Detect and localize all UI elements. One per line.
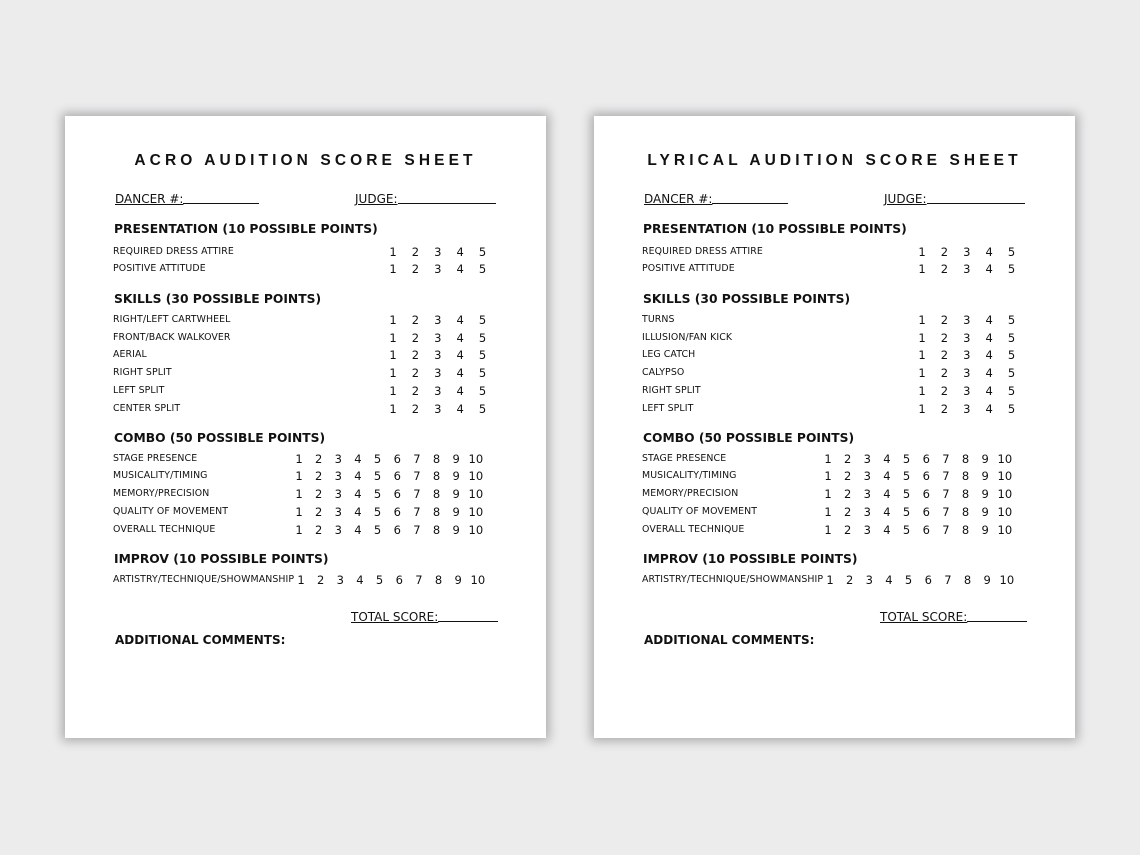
rating-option[interactable]: 3 xyxy=(963,331,971,345)
total-score-field[interactable] xyxy=(880,610,1027,624)
section-heading-skills: SKILLS (30 POSSIBLE POINTS) xyxy=(114,292,322,306)
rating-option[interactable]: 10 xyxy=(999,573,1015,587)
rating-option[interactable]: 1 xyxy=(918,348,926,362)
criterion-label: POSITIVE ATTITUDE xyxy=(642,263,735,274)
rating-option[interactable]: 9 xyxy=(452,487,460,501)
criterion-label: QUALITY OF MOVEMENT xyxy=(113,506,229,517)
criterion-label: CALYPSO xyxy=(642,367,685,378)
rating-option[interactable]: 3 xyxy=(334,523,342,537)
section-heading-improv: IMPROV (10 POSSIBLE POINTS) xyxy=(114,552,329,566)
score-row-left-split xyxy=(642,402,1042,416)
criterion-label: MEMORY/PRECISION xyxy=(113,488,210,499)
rating-option[interactable]: 3 xyxy=(434,313,442,327)
rating-option[interactable]: 4 xyxy=(354,505,362,519)
rating-option[interactable]: 9 xyxy=(454,573,462,587)
dancer-number-field[interactable] xyxy=(644,192,788,206)
rating-option[interactable]: 1 xyxy=(918,402,926,416)
rating-option[interactable]: 4 xyxy=(456,313,464,327)
rating-option[interactable]: 4 xyxy=(985,262,993,276)
rating-option[interactable]: 1 xyxy=(824,505,832,519)
rating-option[interactable]: 5 xyxy=(478,331,487,345)
criterion-label: MUSICALITY/TIMING xyxy=(113,470,208,481)
total-score-label: TOTAL SCORE: xyxy=(880,610,968,624)
rating-option[interactable]: 7 xyxy=(942,505,950,519)
total-score-blank[interactable] xyxy=(967,621,1027,622)
rating-option[interactable]: 2 xyxy=(940,331,949,345)
score-row-quality-of-movement xyxy=(642,505,1042,519)
section-heading-combo: COMBO (50 POSSIBLE POINTS) xyxy=(114,431,326,445)
rating-option[interactable]: 2 xyxy=(845,573,854,587)
judge-field[interactable] xyxy=(355,192,496,206)
score-row-aerial xyxy=(113,348,513,362)
section-heading-presentation: PRESENTATION (10 POSSIBLE POINTS) xyxy=(114,222,378,236)
score-row-center-split xyxy=(113,402,513,416)
dancer-number-label: DANCER #: xyxy=(115,192,184,206)
section-heading-presentation: PRESENTATION (10 POSSIBLE POINTS) xyxy=(643,222,907,236)
rating-option[interactable]: 4 xyxy=(883,452,891,466)
score-row-musicality-timing xyxy=(642,469,1042,483)
rating-option[interactable]: 7 xyxy=(942,487,950,501)
rating-option[interactable]: 8 xyxy=(432,523,441,537)
judge-blank[interactable] xyxy=(927,203,1025,204)
rating-option[interactable]: 7 xyxy=(413,523,421,537)
rating-option[interactable]: 2 xyxy=(411,348,420,362)
rating-option[interactable]: 8 xyxy=(432,487,441,501)
score-row-turns xyxy=(642,313,1042,327)
criterion-label: AERIAL xyxy=(113,349,147,360)
rating-option[interactable]: 1 xyxy=(824,523,832,537)
rating-option[interactable]: 3 xyxy=(863,487,871,501)
rating-option[interactable]: 1 xyxy=(826,573,834,587)
score-row-calypso xyxy=(642,366,1042,380)
rating-option[interactable]: 1 xyxy=(389,331,397,345)
rating-option[interactable]: 10 xyxy=(997,487,1013,501)
rating-option[interactable]: 1 xyxy=(824,487,832,501)
rating-option[interactable]: 8 xyxy=(961,487,970,501)
score-row-memory-precision xyxy=(113,487,513,501)
rating-option[interactable]: 2 xyxy=(843,469,852,483)
rating-option[interactable]: 1 xyxy=(389,245,397,259)
rating-option[interactable]: 6 xyxy=(393,523,401,537)
rating-option[interactable]: 6 xyxy=(922,452,930,466)
criterion-label: MUSICALITY/TIMING xyxy=(642,470,737,481)
rating-option[interactable]: 7 xyxy=(944,573,952,587)
rating-option[interactable]: 5 xyxy=(902,505,911,519)
score-row-overall-technique xyxy=(642,523,1042,537)
rating-option[interactable]: 4 xyxy=(985,402,993,416)
rating-option[interactable]: 4 xyxy=(985,331,993,345)
rating-option[interactable]: 10 xyxy=(468,487,484,501)
criterion-label: OVERALL TECHNIQUE xyxy=(113,524,216,535)
rating-option[interactable]: 3 xyxy=(863,469,871,483)
rating-option[interactable]: 8 xyxy=(432,452,441,466)
score-row-artistry-technique-showmanship xyxy=(642,573,1042,587)
rating-option[interactable]: 9 xyxy=(981,452,989,466)
judge-label: JUDGE: xyxy=(884,192,927,206)
rating-option[interactable]: 4 xyxy=(354,487,362,501)
rating-option[interactable]: 1 xyxy=(824,469,832,483)
rating-option[interactable]: 4 xyxy=(883,505,891,519)
rating-option[interactable]: 4 xyxy=(456,245,464,259)
rating-option[interactable]: 3 xyxy=(863,452,871,466)
rating-option[interactable]: 2 xyxy=(411,366,420,380)
criterion-label: LEFT SPLIT xyxy=(642,403,694,414)
rating-option[interactable]: 1 xyxy=(295,487,303,501)
total-score-blank[interactable] xyxy=(438,621,498,622)
rating-option[interactable]: 7 xyxy=(942,452,950,466)
rating-option[interactable]: 5 xyxy=(373,505,382,519)
criterion-label: CENTER SPLIT xyxy=(113,403,181,414)
dancer-number-blank[interactable] xyxy=(712,203,788,204)
rating-option[interactable]: 9 xyxy=(981,523,989,537)
additional-comments-label: ADDITIONAL COMMENTS: xyxy=(644,633,815,647)
rating-option[interactable]: 1 xyxy=(918,262,926,276)
rating-option[interactable]: 9 xyxy=(452,452,460,466)
rating-option[interactable]: 1 xyxy=(295,505,303,519)
judge-label: JUDGE: xyxy=(355,192,398,206)
criterion-label: REQUIRED DRESS ATTIRE xyxy=(642,246,763,257)
criterion-label: POSITIVE ATTITUDE xyxy=(113,263,206,274)
rating-option[interactable]: 6 xyxy=(922,505,930,519)
score-row-positive-attitude xyxy=(642,262,1042,276)
rating-option[interactable]: 6 xyxy=(924,573,932,587)
rating-option[interactable]: 8 xyxy=(432,505,441,519)
criterion-label: ILLUSION/FAN KICK xyxy=(642,332,733,343)
criterion-label: FRONT/BACK WALKOVER xyxy=(113,332,231,343)
rating-option[interactable]: 4 xyxy=(356,573,364,587)
criterion-label: STAGE PRESENCE xyxy=(642,453,727,464)
rating-option[interactable]: 2 xyxy=(314,487,323,501)
rating-option[interactable]: 3 xyxy=(434,245,442,259)
rating-option[interactable]: 5 xyxy=(1007,366,1016,380)
criterion-label: RIGHT SPLIT xyxy=(113,367,172,378)
rating-option[interactable]: 5 xyxy=(902,452,911,466)
rating-option[interactable]: 2 xyxy=(940,262,949,276)
judge-blank[interactable] xyxy=(398,203,496,204)
rating-option[interactable]: 8 xyxy=(961,505,970,519)
dancer-number-field[interactable] xyxy=(115,192,259,206)
rating-option[interactable]: 1 xyxy=(918,331,926,345)
score-row-stage-presence xyxy=(113,452,513,466)
rating-option[interactable]: 5 xyxy=(1007,245,1016,259)
rating-option[interactable]: 10 xyxy=(997,452,1013,466)
criterion-label: LEFT SPLIT xyxy=(113,385,165,396)
rating-option[interactable]: 3 xyxy=(963,262,971,276)
rating-option[interactable]: 2 xyxy=(411,331,420,345)
rating-option[interactable]: 3 xyxy=(434,348,442,362)
rating-option[interactable]: 3 xyxy=(963,313,971,327)
score-row-illusion-fan-kick xyxy=(642,331,1042,345)
rating-option[interactable]: 1 xyxy=(824,452,832,466)
rating-option[interactable]: 8 xyxy=(434,573,443,587)
rating-option[interactable]: 3 xyxy=(434,366,442,380)
rating-option[interactable]: 2 xyxy=(411,384,420,398)
rating-option[interactable]: 4 xyxy=(456,402,464,416)
rating-option[interactable]: 3 xyxy=(434,262,442,276)
rating-option[interactable]: 5 xyxy=(478,402,487,416)
rating-option[interactable]: 1 xyxy=(295,452,303,466)
rating-option[interactable]: 8 xyxy=(961,469,970,483)
acro-score-sheet xyxy=(65,116,546,738)
section-heading-combo: COMBO (50 POSSIBLE POINTS) xyxy=(643,431,855,445)
total-score-field[interactable] xyxy=(351,610,498,624)
rating-option[interactable]: 5 xyxy=(902,487,911,501)
rating-option[interactable]: 9 xyxy=(981,469,989,483)
criterion-label: ARTISTRY/TECHNIQUE/SHOWMANSHIP xyxy=(113,574,295,585)
rating-option[interactable]: 4 xyxy=(985,245,993,259)
rating-option[interactable]: 4 xyxy=(985,384,993,398)
rating-option[interactable]: 1 xyxy=(918,245,926,259)
rating-option[interactable]: 5 xyxy=(373,469,382,483)
rating-option[interactable]: 3 xyxy=(963,366,971,380)
score-row-stage-presence xyxy=(642,452,1042,466)
rating-option[interactable]: 2 xyxy=(314,523,323,537)
rating-option[interactable]: 7 xyxy=(942,469,950,483)
rating-option[interactable]: 6 xyxy=(922,523,930,537)
rating-option[interactable]: 4 xyxy=(985,366,993,380)
rating-option[interactable]: 5 xyxy=(902,469,911,483)
rating-option[interactable]: 3 xyxy=(434,331,442,345)
rating-option[interactable]: 3 xyxy=(963,384,971,398)
rating-option[interactable]: 1 xyxy=(389,313,397,327)
score-row-required-dress-attire xyxy=(642,245,1042,259)
rating-option[interactable]: 3 xyxy=(434,384,442,398)
rating-option[interactable]: 1 xyxy=(297,573,305,587)
rating-option[interactable]: 5 xyxy=(1007,402,1016,416)
rating-option[interactable]: 7 xyxy=(415,573,423,587)
rating-option[interactable]: 7 xyxy=(413,487,421,501)
score-row-required-dress-attire xyxy=(113,245,513,259)
rating-option[interactable]: 2 xyxy=(940,402,949,416)
rating-option[interactable]: 3 xyxy=(863,523,871,537)
rating-option[interactable]: 5 xyxy=(478,384,487,398)
score-row-left-split xyxy=(113,384,513,398)
score-row-positive-attitude xyxy=(113,262,513,276)
rating-option[interactable]: 3 xyxy=(863,505,871,519)
score-row-right-split xyxy=(642,384,1042,398)
rating-option[interactable]: 10 xyxy=(468,452,484,466)
score-row-memory-precision xyxy=(642,487,1042,501)
rating-option[interactable]: 2 xyxy=(314,505,323,519)
rating-option[interactable]: 2 xyxy=(411,245,420,259)
rating-option[interactable]: 9 xyxy=(452,469,460,483)
rating-option[interactable]: 5 xyxy=(373,452,382,466)
rating-option[interactable]: 5 xyxy=(375,573,384,587)
rating-option[interactable]: 10 xyxy=(470,573,486,587)
rating-option[interactable]: 2 xyxy=(940,348,949,362)
rating-option[interactable]: 10 xyxy=(468,505,484,519)
rating-option[interactable]: 2 xyxy=(940,366,949,380)
rating-option[interactable]: 1 xyxy=(295,523,303,537)
section-heading-skills: SKILLS (30 POSSIBLE POINTS) xyxy=(643,292,851,306)
rating-option[interactable]: 2 xyxy=(843,505,852,519)
rating-option[interactable]: 10 xyxy=(997,505,1013,519)
rating-option[interactable]: 1 xyxy=(389,402,397,416)
rating-option[interactable]: 6 xyxy=(395,573,403,587)
rating-option[interactable]: 4 xyxy=(354,469,362,483)
rating-option[interactable]: 2 xyxy=(411,313,420,327)
rating-option[interactable]: 3 xyxy=(434,402,442,416)
rating-option[interactable]: 2 xyxy=(411,402,420,416)
rating-option[interactable]: 2 xyxy=(940,313,949,327)
rating-option[interactable]: 5 xyxy=(478,245,487,259)
total-score-label: TOTAL SCORE: xyxy=(351,610,439,624)
rating-option[interactable]: 5 xyxy=(478,262,487,276)
criterion-label: MEMORY/PRECISION xyxy=(642,488,739,499)
score-row-right-left-cartwheel xyxy=(113,313,513,327)
criterion-label: REQUIRED DRESS ATTIRE xyxy=(113,246,234,257)
rating-option[interactable]: 4 xyxy=(883,523,891,537)
rating-option[interactable]: 5 xyxy=(902,523,911,537)
rating-option[interactable]: 2 xyxy=(411,262,420,276)
rating-option[interactable]: 5 xyxy=(1007,384,1016,398)
rating-option[interactable]: 6 xyxy=(393,505,401,519)
rating-option[interactable]: 4 xyxy=(456,348,464,362)
criterion-label: LEG CATCH xyxy=(642,349,696,360)
criterion-label: TURNS xyxy=(642,314,675,325)
rating-option[interactable]: 4 xyxy=(456,384,464,398)
score-row-artistry-technique-showmanship xyxy=(113,573,513,587)
rating-option[interactable]: 10 xyxy=(468,523,484,537)
rating-option[interactable]: 1 xyxy=(389,348,397,362)
rating-option[interactable]: 3 xyxy=(963,245,971,259)
rating-option[interactable]: 3 xyxy=(336,573,344,587)
rating-option[interactable]: 2 xyxy=(940,245,949,259)
score-row-overall-technique xyxy=(113,523,513,537)
rating-option[interactable]: 3 xyxy=(963,348,971,362)
rating-option[interactable]: 1 xyxy=(389,366,397,380)
rating-option[interactable]: 5 xyxy=(478,348,487,362)
rating-option[interactable]: 3 xyxy=(334,487,342,501)
judge-field[interactable] xyxy=(884,192,1025,206)
rating-option[interactable]: 6 xyxy=(393,452,401,466)
rating-option[interactable]: 8 xyxy=(961,523,970,537)
rating-option[interactable]: 1 xyxy=(918,384,926,398)
score-row-leg-catch xyxy=(642,348,1042,362)
lyrical-score-sheet xyxy=(594,116,1075,738)
rating-option[interactable]: 2 xyxy=(843,452,852,466)
rating-option[interactable]: 4 xyxy=(985,313,993,327)
rating-option[interactable]: 5 xyxy=(1007,262,1016,276)
rating-option[interactable]: 6 xyxy=(922,487,930,501)
rating-option[interactable]: 5 xyxy=(478,313,487,327)
rating-option[interactable]: 9 xyxy=(452,505,460,519)
rating-option[interactable]: 1 xyxy=(389,384,397,398)
rating-option[interactable]: 10 xyxy=(997,523,1013,537)
rating-option[interactable]: 4 xyxy=(883,487,891,501)
rating-option[interactable]: 9 xyxy=(981,505,989,519)
rating-option[interactable]: 3 xyxy=(334,505,342,519)
additional-comments-label: ADDITIONAL COMMENTS: xyxy=(115,633,286,647)
rating-option[interactable]: 1 xyxy=(918,366,926,380)
rating-option[interactable]: 2 xyxy=(843,523,852,537)
rating-option[interactable]: 10 xyxy=(997,469,1013,483)
rating-option[interactable]: 5 xyxy=(1007,313,1016,327)
criterion-label: QUALITY OF MOVEMENT xyxy=(642,506,758,517)
rating-option[interactable]: 6 xyxy=(393,487,401,501)
rating-option[interactable]: 4 xyxy=(883,469,891,483)
rating-option[interactable]: 4 xyxy=(456,262,464,276)
score-row-musicality-timing xyxy=(113,469,513,483)
criterion-label: RIGHT/LEFT CARTWHEEL xyxy=(113,314,231,325)
rating-option[interactable]: 6 xyxy=(393,469,401,483)
rating-option[interactable]: 9 xyxy=(983,573,991,587)
score-row-quality-of-movement xyxy=(113,505,513,519)
rating-option[interactable]: 5 xyxy=(1007,348,1016,362)
rating-option[interactable]: 5 xyxy=(904,573,913,587)
criterion-label: OVERALL TECHNIQUE xyxy=(642,524,745,535)
sheet-title: ACRO AUDITION SCORE SHEET xyxy=(134,152,477,169)
rating-option[interactable]: 5 xyxy=(478,366,487,380)
rating-option[interactable]: 9 xyxy=(981,487,989,501)
rating-option[interactable]: 7 xyxy=(413,505,421,519)
rating-option[interactable]: 5 xyxy=(373,523,382,537)
sheet-title: LYRICAL AUDITION SCORE SHEET xyxy=(647,152,1022,169)
rating-option[interactable]: 3 xyxy=(334,452,342,466)
rating-option[interactable]: 6 xyxy=(922,469,930,483)
rating-option[interactable]: 3 xyxy=(865,573,873,587)
rating-option[interactable]: 1 xyxy=(918,313,926,327)
rating-option[interactable]: 7 xyxy=(942,523,950,537)
rating-option[interactable]: 1 xyxy=(295,469,303,483)
rating-option[interactable]: 3 xyxy=(963,402,971,416)
criterion-label: RIGHT SPLIT xyxy=(642,385,701,396)
rating-option[interactable]: 9 xyxy=(452,523,460,537)
rating-option[interactable]: 1 xyxy=(389,262,397,276)
section-heading-improv: IMPROV (10 POSSIBLE POINTS) xyxy=(643,552,858,566)
score-row-front-back-walkover xyxy=(113,331,513,345)
rating-option[interactable]: 4 xyxy=(456,366,464,380)
rating-option[interactable]: 8 xyxy=(963,573,972,587)
dancer-number-label: DANCER #: xyxy=(644,192,713,206)
rating-option[interactable]: 4 xyxy=(354,523,362,537)
rating-option[interactable]: 5 xyxy=(1007,331,1016,345)
rating-option[interactable]: 4 xyxy=(985,348,993,362)
rating-option[interactable]: 5 xyxy=(373,487,382,501)
rating-option[interactable]: 4 xyxy=(885,573,893,587)
rating-option[interactable]: 2 xyxy=(314,452,323,466)
rating-option[interactable]: 8 xyxy=(432,469,441,483)
rating-option[interactable]: 7 xyxy=(413,452,421,466)
rating-option[interactable]: 2 xyxy=(940,384,949,398)
criterion-label: ARTISTRY/TECHNIQUE/SHOWMANSHIP xyxy=(642,574,824,585)
rating-option[interactable]: 3 xyxy=(334,469,342,483)
rating-option[interactable]: 2 xyxy=(843,487,852,501)
rating-option[interactable]: 4 xyxy=(354,452,362,466)
rating-option[interactable]: 4 xyxy=(456,331,464,345)
rating-option[interactable]: 7 xyxy=(413,469,421,483)
rating-option[interactable]: 10 xyxy=(468,469,484,483)
criterion-label: STAGE PRESENCE xyxy=(113,453,198,464)
rating-option[interactable]: 2 xyxy=(316,573,325,587)
score-row-right-split xyxy=(113,366,513,380)
dancer-number-blank[interactable] xyxy=(183,203,259,204)
rating-option[interactable]: 8 xyxy=(961,452,970,466)
rating-option[interactable]: 2 xyxy=(314,469,323,483)
